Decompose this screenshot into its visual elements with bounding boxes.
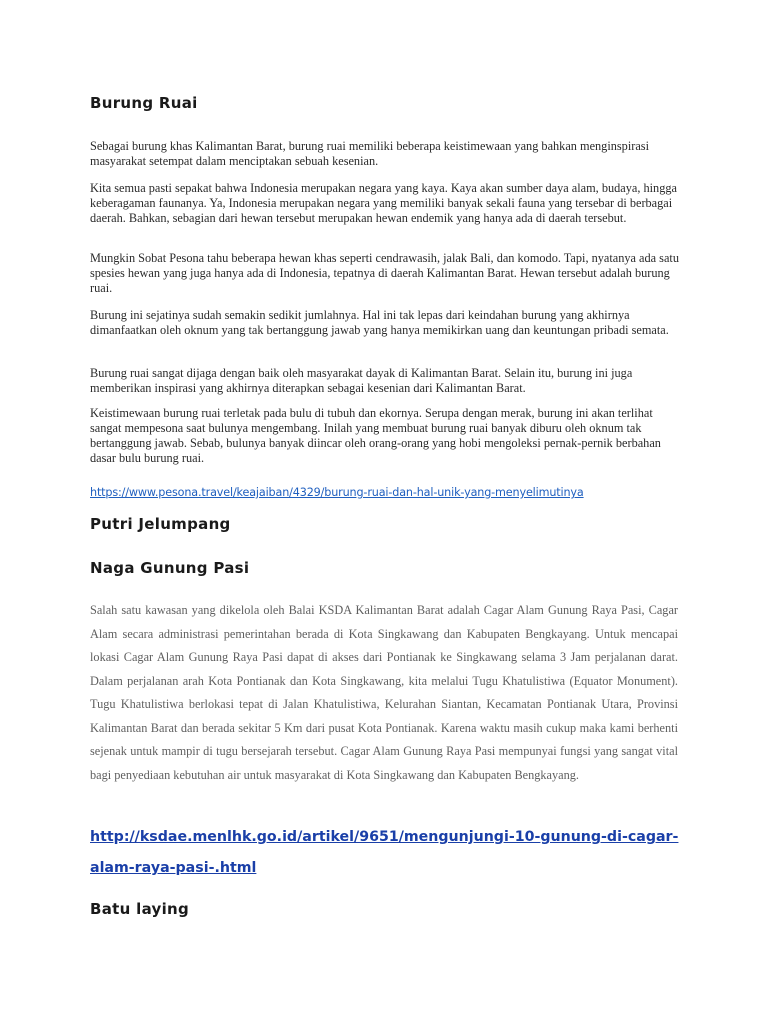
paragraph-6: Keistimewaan burung ruai terletak pada bulu di tubuh dan ekornya. Serupa dengan merak, burung ini akan terlihat sangat mempesona saat bulunya mengembang. Inilah yang membuat burung ruai banyak diburu oleh oknum tak bertanggung jawab. Sebab, bulunya banyak diincar oleh orang-orang yang hobi mengoleksi pernak-pernik berbahan dasar bulu burung ruai. — [90, 406, 661, 465]
heading-batu-laying: Batu laying — [90, 900, 190, 918]
paragraph-5: Burung ruai sangat dijaga dengan baik oleh masyarakat dayak di Kalimantan Barat. Selain itu, burung ini juga memberikan inspirasi yang akhirnya diterapkan sebagai kesenian dari Kalimantan Barat. — [90, 366, 633, 395]
paragraph-3: Mungkin Sobat Pesona tahu beberapa hewan khas seperti cendrawasih, jalak Bali, dan komodo. Tapi, nyatanya ada satu spesies hewan yang juga hanya ada di Indonesia, tepatnya di daerah Kalimantan Barat. Hewan tersebut adalah burung ruai. — [90, 251, 679, 295]
paragraph-1: Sebagai burung khas Kalimantan Barat, burung ruai memiliki beberapa keistimewaan yang bahkan menginspirasi masyarakat setempat dalam menciptakan sebuah kesenian. — [90, 139, 650, 168]
naga-gunung-pasi-paragraph: Salah satu kawasan yang dikelola oleh Balai KSDA Kalimantan Barat adalah Cagar Alam Gunung Raya Pasi, Cagar Alam secara administrasi pemerintahan berada di Kota Singkawang dan Kabupaten Bengkayang. Untuk mencapai lokasi Cagar Alam Gunung Raya Pasi dapat di akses dari Pontianak ke Singkawang selama 3 Jam perjalanan darat. Dalam perjalanan arah Kota Pontianak dan Kota Singkawang, kita melalui Tugu Khatulistiwa (Equator Monument). Tugu Khatulistiwa berlokasi tepat di Jalan Khatulistiwa, Kelurahan Siantan, Kecamatan Pontianak Utara, Provinsi Kalimantan Barat dan berada sekitar 5 Km dari pusat Kota Pontianak. Karena waktu masih cukup maka kami berhenti sejenak untuk mampir di tugu bersejarah tersebut. Cagar Alam Gunung Raya Pasi mempunyai fungsi yang sangat vital bagi penyediaan kebutuhan air untuk masyarakat di Kota Singkawang dan Kabupaten Bengkayang. — [90, 603, 678, 782]
heading-burung-ruai: Burung Ruai — [90, 94, 198, 112]
heading-putri-jelumpang: Putri Jelumpang — [90, 515, 231, 533]
heading-naga-gunung-pasi: Naga Gunung Pasi — [90, 559, 250, 577]
pesona-link[interactable]: https://www.pesona.travel/keajaiban/4329/burung-ruai-dan-hal-unik-yang-menyelimutinya — [90, 486, 584, 499]
ksdae-link[interactable]: http://ksdae.menlhk.go.id/artikel/9651/mengunjungi-10-gunung-di-cagar-alam-raya-pasi-.html — [90, 829, 679, 876]
paragraph-4: Burung ini sejatinya sudah semakin sedikit jumlahnya. Hal ini tak lepas dari keindahan burung yang akhirnya dimanfaatkan oleh oknum yang tak bertanggung jawab yang hanya memikirkan uang dan keuntungan pribadi semata. — [90, 308, 669, 337]
paragraph-2: Kita semua pasti sepakat bahwa Indonesia merupakan negara yang kaya. Kaya akan sumber daya alam, budaya, hingga keberagaman faunanya. Ya, Indonesia merupakan negara yang memiliki banyak sekali fauna yang tersebar di berbagai daerah. Bahkan, sebagian dari hewan tersebut merupakan hewan endemik yang hanya ada di daerah tersebut. — [90, 181, 677, 225]
